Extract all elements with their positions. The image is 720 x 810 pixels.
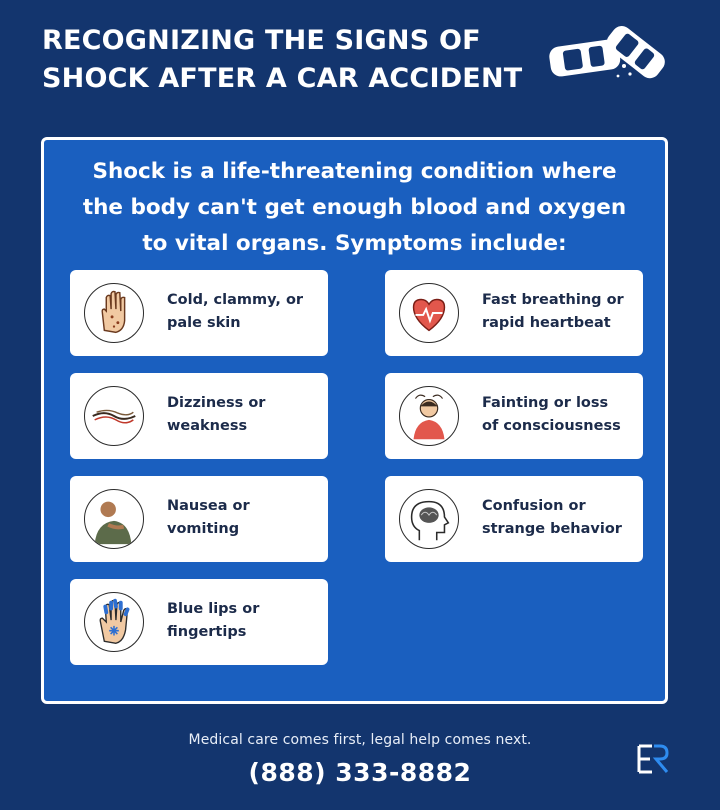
symptom-card-nausea [70, 476, 328, 562]
symptom-line-1: Cold, clammy, or [167, 292, 304, 308]
intro-line-3: to vital organs. Symptoms include: [142, 231, 567, 256]
er-logo-icon [636, 742, 670, 776]
footer-note: Medical care comes first, legal help comes next. [188, 732, 532, 748]
symptoms-panel [41, 137, 668, 704]
phone-number[interactable]: (888) 333-8882 [248, 758, 472, 787]
symptom-line-2: fingertips [167, 624, 247, 640]
symptom-card-cold-skin [70, 270, 328, 356]
nauseous-person-icon [84, 489, 144, 549]
symptom-text [482, 495, 638, 541]
fainting-person-icon [399, 386, 459, 446]
symptom-text [167, 392, 323, 438]
symptom-line-2: weakness [167, 418, 248, 434]
symptom-text [167, 289, 323, 335]
brain-head-icon [399, 489, 459, 549]
symptom-line-1: Blue lips or [167, 601, 260, 617]
title-line-2: SHOCK AFTER A CAR ACCIDENT [42, 63, 523, 94]
symptom-line-2: vomiting [167, 521, 240, 537]
heart-icon [399, 283, 459, 343]
symptom-card-dizziness [70, 373, 328, 459]
blue-hand-icon [84, 592, 144, 652]
symptom-text [482, 392, 638, 438]
car-crash-icon [540, 18, 680, 98]
title-line-1: RECOGNIZING THE SIGNS OF [42, 25, 481, 56]
symptom-card-confusion [385, 476, 643, 562]
symptom-line-1: Dizziness or [167, 395, 266, 411]
symptom-line-1: Fast breathing or [482, 292, 624, 308]
symptom-card-blue-lips [70, 579, 328, 665]
symptom-text [167, 598, 323, 644]
intro-line-1: Shock is a life-threatening condition where [92, 159, 617, 184]
intro-text [44, 154, 665, 262]
symptom-line-2: strange behavior [482, 521, 622, 537]
intro-line-2: the body can't get enough blood and oxygen [82, 195, 627, 220]
symptom-card-fainting [385, 373, 643, 459]
symptom-line-1: Nausea or [167, 498, 250, 514]
symptom-line-1: Confusion or [482, 498, 586, 514]
symptom-line-2: rapid heartbeat [482, 315, 611, 331]
symptom-text [482, 289, 638, 335]
symptom-text [167, 495, 323, 541]
page-title [42, 22, 522, 98]
symptom-line-1: Fainting or loss [482, 395, 609, 411]
symptom-line-2: of consciousness [482, 418, 621, 434]
symptom-card-fast-breathing [385, 270, 643, 356]
symptom-line-2: pale skin [167, 315, 241, 331]
dizzy-swirl-icon [84, 386, 144, 446]
hand-icon [84, 283, 144, 343]
